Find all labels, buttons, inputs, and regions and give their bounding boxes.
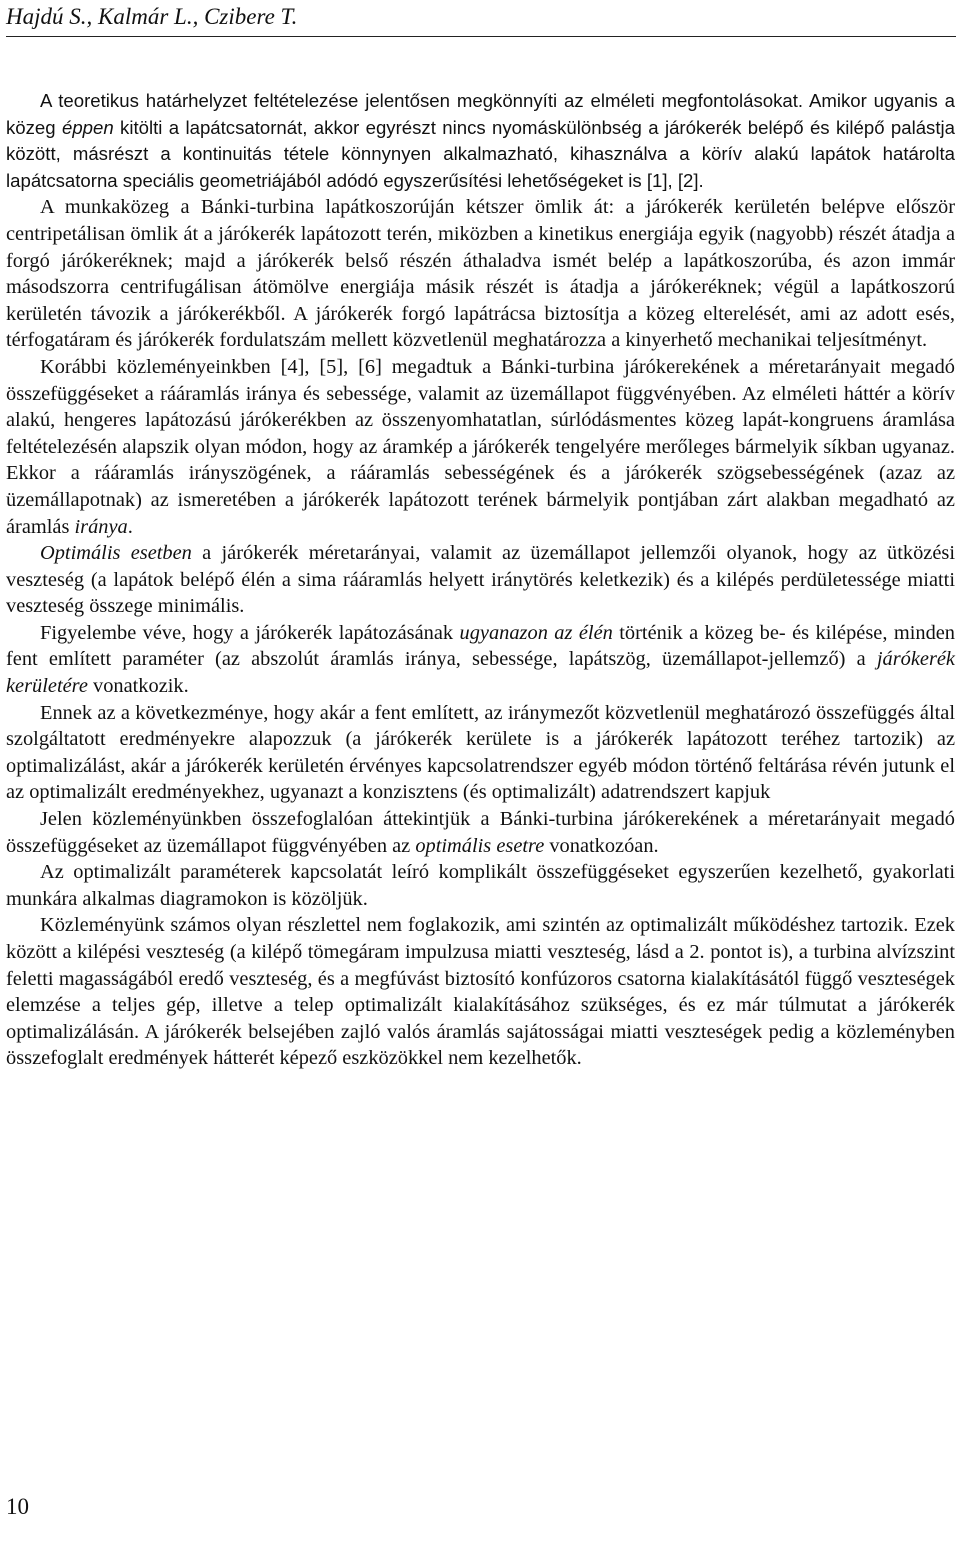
header-authors: Hajdú S., Kalmár L., Czibere T. bbox=[6, 4, 298, 29]
paragraph-text: A teoretikus határhelyzet feltételezése jelentősen megkönnyíti az elméleti megfontolásokat. Amikor ugyanis a közeg bbox=[6, 90, 955, 138]
paragraph-p2 bbox=[6, 194, 955, 354]
paragraph-p6 bbox=[6, 700, 955, 806]
paragraph-text: . bbox=[127, 515, 133, 538]
emphasis-text: járókerék kerületére bbox=[6, 648, 955, 698]
paragraph-text: Közleményünk számos olyan részlettel nem foglakozik, ami szintén az optimalizált működéshez tartozik. Ezek között a kilépési veszteség (a kilépő tömegáram impulzusa miatti veszteség, lásd a 2. pontot is), a turbina alvízszint feletti magasságából eredő veszteség, és a megfúvást biztosító konfúzoros csatorna kialakításától függő veszteségek elemzése a teljes gép, illetve a telep optimalizált kialakításához szükséges, és ez már túlmutat a járókerék optimalizálásán. A járókerék belsejében zajló valós áramlás sajátosságai miatti veszteségek pedig a közleményben összefoglalt eredmények hátterét képező eszközökkel nem kezelhetők. bbox=[6, 914, 955, 1070]
running-header bbox=[6, 2, 956, 37]
paragraph-text: A munkaközeg a Bánki-turbina lapátkoszorúján kétszer ömlik át: a járókerék kerületén belépve először centripetálisan ömlik át a járókerék lapátozott terén, miközben a kinetikus energiája egyik (nagyobb) részét átadja a forgó járókeréknek; majd a járókerék belső részén áthaladva ismét belép a lapátkoszorúba, és azon immár másodszorra centrifugálisan átömölve energiája másik részét is átadja a járókeréknek; végül a lapátkoszorú kerületén távozik a járókerékből. A járókerék forgó lapátrácsa biztosítja a közeg elterelését, ami az adott esés, térfogatáram és járókerék fordulatszám mellett közvetlenül meghatározza a kinyerhető mechanikai teljesítményt. bbox=[6, 196, 955, 352]
emphasis-text: ugyanazon az élén bbox=[459, 621, 613, 644]
paragraph-text: vonatkozik. bbox=[87, 675, 189, 698]
sans-serif-block bbox=[6, 88, 955, 194]
paragraph-p1 bbox=[6, 88, 955, 194]
paragraph-p5 bbox=[6, 620, 955, 700]
paragraph-text: Ennek az a következménye, hogy akár a fent említett, az iránymezőt közvetlenül meghatározó összefüggés által szolgáltatott eredményekre alapozzuk (a járókerék kerülete is a járókerék lapátozott teréhez tartozik) az optimalizálást, akár a járókerék kerületén érvényes kapcsolatrendszer egyéb módon történő feltárása révén jutunk el az optimalizált eredményekhez, ugyanazt a konzisztens (és optimalizált) adatrendszert kapjuk bbox=[6, 701, 955, 804]
emphasis-text: éppen bbox=[61, 116, 114, 138]
paragraph-text: Figyelembe véve, hogy a járókerék lapátozásának bbox=[40, 621, 460, 644]
paragraph-text: vonatkozóan. bbox=[544, 834, 659, 857]
article-body bbox=[6, 88, 955, 1072]
paragraph-p9 bbox=[6, 912, 955, 1072]
paragraph-text: a járókerék méretarányai, valamit az üzemállapot jellemzői olyanok, hogy az ütközési veszteség (a lapátok belépő élén a sima rááramlás helyett iránytörés keletkezik) és a kilépés perdületessége miatti veszteség összege minimális. bbox=[6, 542, 955, 618]
paragraph-p4 bbox=[6, 540, 955, 620]
paragraph-text: Jelen közleményünkben összefoglalóan áttekintjük a Bánki-turbina járókerekének a méretarányait megadó összefüggéseket az üzemállapot függvényében az bbox=[6, 808, 955, 857]
page-number: 10 bbox=[6, 1494, 29, 1519]
paragraph-text: történik a közeg be- és kilépése, minden fent említett paraméter (az abszolút áramlás iránya, sebessége, lapátszög, üzemállapot-jellemző) a bbox=[6, 621, 956, 671]
paragraph-p7 bbox=[6, 806, 955, 859]
paragraph-p3 bbox=[6, 354, 955, 540]
paragraph-text: Korábbi közleményeinkben [4], [5], [6] megadtuk a Bánki-turbina járókerekének a méretarányait megadó összefüggéseket a rááramlás iránya és sebessége, valamit az üzemállapot függvényében. Az elméleti háttér a körív alakú, hengeres lapátozású járókerékben az összenyomhatatlan, súrlódásmentes közeg lapát-kongruens áramlása feltételezésén alapszik olyan módon, hogy az áramkép a járókerék tengelyére merőleges bármelyik síkban ugyanaz. Ekkor a rááramlás irányszögének, a rááramlás sebességének és a járókerék szögsebességének (azaz az üzemállapotnak) az ismeretében a járókerék lapátozott terének bármelyik pontjában zárt alakban megadható az áramlás bbox=[6, 355, 955, 538]
paragraph-text: Az optimalizált paraméterek kapcsolatát leíró komplikált összefüggéseket egyszerűen kezelhető, gyakorlati munkára alkalmas diagramokon is közöljük. bbox=[6, 861, 955, 910]
emphasis-text: iránya bbox=[74, 515, 128, 538]
emphasis-text: Optimális esetben bbox=[40, 542, 192, 565]
paragraph-p8 bbox=[6, 859, 955, 912]
emphasis-text: optimális esetre bbox=[415, 834, 545, 857]
paragraph-text: kitölti a lapátcsatornát, akkor egyrészt nincs nyomáskülönbség a járókerék belépő és kilépő palástja között, másrészt a kontinuitás tétele könnynyen alkalmazható, kihasználva a körív alakú lapátok határolta lapátcsatorna speciális geometriájából adódó egyszerűsítési lehetőségeket is [1], [2]. bbox=[6, 116, 955, 191]
